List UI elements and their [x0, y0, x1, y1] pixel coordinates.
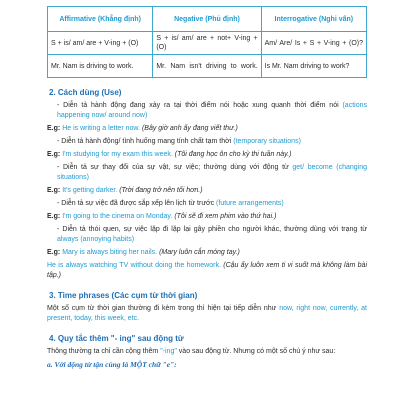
example-2	[47, 150, 367, 160]
example-label: E.g:	[47, 249, 61, 256]
table-header-row	[48, 7, 367, 32]
table-cell: Is Mr. Nam driving to work?	[261, 55, 366, 78]
use-3	[47, 163, 367, 183]
section-2-title: 2. Cách dùng (Use)	[49, 88, 122, 97]
ing-suffix: "-ing"	[160, 348, 177, 355]
use-3-text: - Diễn tả sự thay đổi của sự vật, sự việc; thường dùng với động từ	[57, 164, 289, 171]
sub-rule-a: a. Với động từ tận cùng là MỘT chữ "e":	[47, 360, 177, 369]
example-english: He is always watching TV without doing the homework.	[47, 262, 221, 269]
document-page	[47, 6, 367, 373]
example-5	[47, 248, 367, 258]
example-4	[47, 212, 367, 222]
example-english: I'm going to the cinema on Monday.	[62, 213, 173, 220]
use-4-english: (future arrangements)	[216, 200, 284, 207]
use-1	[47, 101, 367, 121]
use-5-text: - Diễn tả thói quen, sự việc lặp đi lặp lại gây phiền cho người khác, thường dùng với trạng từ	[57, 226, 367, 233]
ing-rule-text-a: Thông thường ta chỉ cần cộng thêm	[47, 348, 159, 355]
use-4	[47, 199, 367, 209]
table-row	[48, 55, 367, 78]
use-2	[47, 137, 367, 147]
example-label: E.g:	[47, 151, 61, 158]
example-3	[47, 186, 367, 196]
example-translation: (Cậu ấy luôn xem ti vi suốt mà không làm bài tập.)	[47, 262, 367, 279]
section-4-title: 4. Quy tắc thêm "- ing" sau động từ	[49, 334, 184, 343]
example-english: I'm studying for my exam this week.	[62, 151, 173, 158]
table-cell: Mr. Nam is driving to work.	[48, 55, 153, 78]
use-2-english: (temporary situations)	[233, 138, 301, 145]
table-cell: S + is/ am/ are + V-ing + (O)	[48, 32, 153, 55]
time-phrases-paragraph	[47, 304, 367, 324]
table-row	[48, 32, 367, 55]
time-phrases-text: Một số cụm từ thời gian thường đi kèm trong thì hiện tại tiếp diễn như	[47, 305, 277, 312]
time-phrases-list: now, right now, currently, at present, today, this week, etc.	[47, 305, 367, 322]
example-translation: (Bây giờ anh ấy đang viết thư.)	[141, 125, 238, 132]
example-english: It's getting darker.	[62, 187, 118, 194]
example-label: E.g:	[47, 213, 61, 220]
use-1-english: (actions happening now/ around now)	[57, 102, 367, 119]
table-cell: S + is/ am/ are + not+ V-ing + (O)	[153, 32, 261, 55]
header-interrogative: Interrogative (Nghi vấn)	[261, 7, 366, 32]
use-4-text: - Diễn tả sự việc đã được sắp xếp lên lịch từ trước	[57, 200, 215, 207]
example-english: He is writing a letter now.	[62, 125, 140, 132]
example-label: E.g:	[47, 187, 61, 194]
ing-rule-paragraph	[47, 347, 367, 357]
use-2-text: - Diễn tả hành động/ tình huống mang tính chất tạm thời	[57, 138, 232, 145]
use-5-english: always (annoying habits)	[57, 236, 135, 243]
section-3-title: 3. Time phrases (Các cụm từ thời gian)	[49, 291, 198, 300]
example-label: E.g:	[47, 125, 61, 132]
use-3-english: get/ become (changing situations)	[57, 164, 367, 181]
example-1	[47, 124, 367, 134]
use-1-text: - Diễn tả hành động đang xảy ra tại thời điểm nói hoặc xung quanh thời điểm nói	[57, 102, 339, 109]
ing-rule-text-b: vào sau động từ. Nhưng có một số chú ý như sau:	[178, 348, 336, 355]
header-negative: Negative (Phủ định)	[153, 7, 261, 32]
example-translation: (Tôi sẽ đi xem phim vào thứ hai.)	[174, 213, 277, 220]
example-translation: (Trời đang trở nên tối hơn.)	[119, 187, 203, 194]
example-translation: (Mary luôn cắn móng tay.)	[159, 249, 240, 256]
structure-table	[47, 6, 367, 78]
example-6	[47, 261, 367, 281]
example-translation: (Tôi đang học ôn cho kỳ thi tuần này.)	[174, 151, 292, 158]
example-english: Mary is always biting her nails.	[62, 249, 158, 256]
use-5	[47, 225, 367, 245]
header-affirmative: Affirmative (Khẳng định)	[48, 7, 153, 32]
table-cell: Am/ Are/ Is + S + V-ing + (O)?	[261, 32, 366, 55]
table-cell: Mr. Nam isn't driving to work.	[153, 55, 261, 78]
